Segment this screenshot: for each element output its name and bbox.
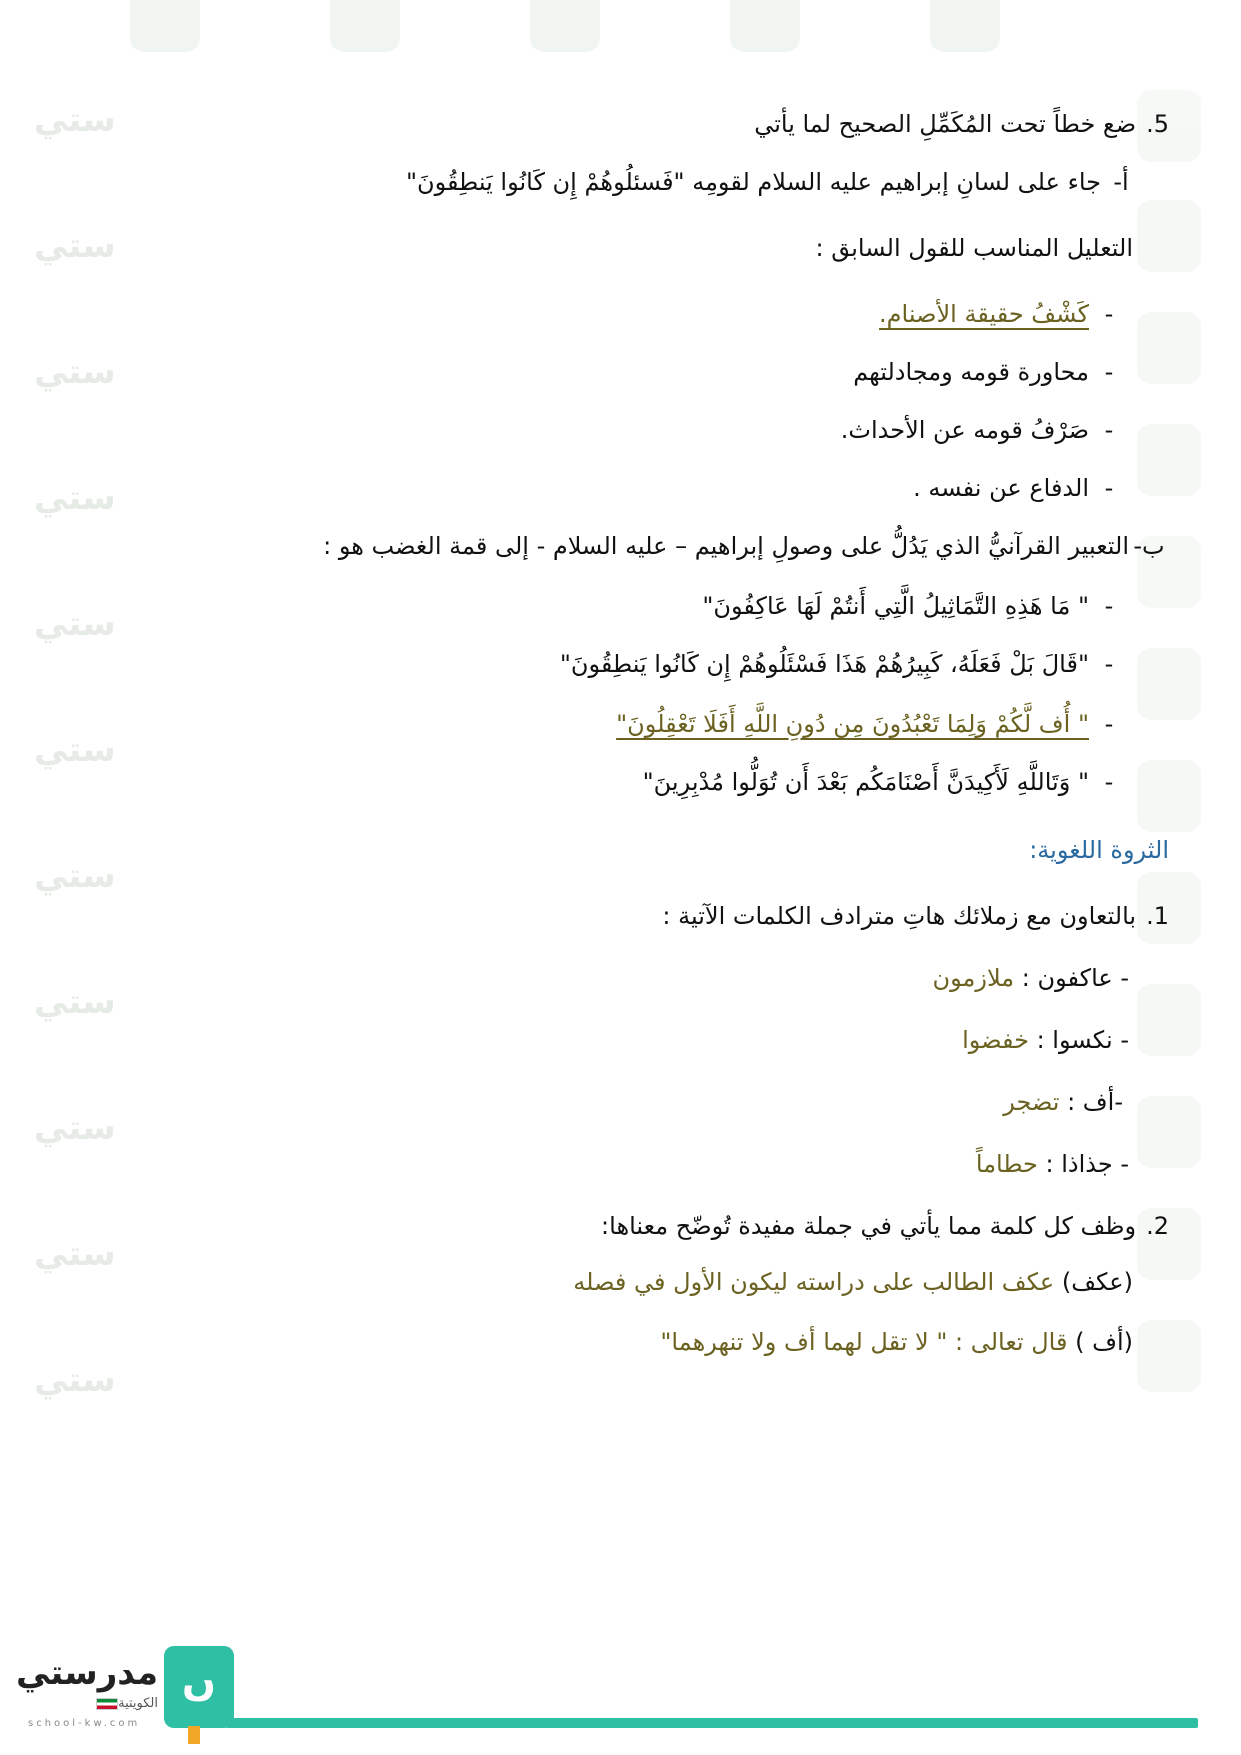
- option-dash: -: [1104, 650, 1114, 678]
- synonym-word: -أف :: [1067, 1088, 1123, 1116]
- option-dash: -: [1104, 710, 1114, 738]
- part-a-prompt: التعليل المناسب للقول السابق :: [815, 234, 1133, 262]
- watermark-left: ستي: [34, 352, 116, 392]
- option-text: صَرْفُ قومه عن الأحداث.: [840, 416, 1089, 444]
- watermark-left: ستي: [34, 1108, 116, 1148]
- question-text: بالتعاون مع زملائك هاتِ مترادف الكلمات الآتية :: [662, 902, 1137, 930]
- part-a-text: جاء على لسانِ إبراهيم عليه السلام لقومِه "فَسئلُوهُمْ إِن كَانُوا يَنطِقُونَ": [405, 168, 1101, 196]
- option: [841, 414, 1129, 446]
- option-text: " أُف لَّكُمْ وَلِمَا تَعْبُدُونَ مِن دُونِ اللَّهِ أَفَلَا تَعْقِلُونَ": [616, 710, 1089, 738]
- watermark-left: ستي: [34, 982, 116, 1022]
- watermark-left: ستي: [34, 478, 116, 518]
- option-dash: -: [1104, 300, 1114, 328]
- part-b-text: التعبير القرآنيُّ الذي يَدُلُّ على وصولِ إبراهيم – عليه السلام - إلى قمة الغضب هو :: [323, 532, 1129, 560]
- synonym-item: [976, 1148, 1129, 1180]
- option: [702, 590, 1129, 622]
- logo-badge-icon: ں: [164, 1646, 234, 1728]
- watermark-left: ستي: [34, 1234, 116, 1274]
- synonym-item: [962, 1024, 1129, 1056]
- watermark-left: ستي: [34, 1360, 116, 1400]
- option-dash: -: [1104, 358, 1114, 386]
- question-text: وظف كل كلمة مما يأتي في جملة مفيدة تُوضّح معناها:: [601, 1212, 1137, 1240]
- option-text: محاورة قومه ومجادلتهم: [853, 358, 1089, 386]
- sentence-word: (أف ): [1075, 1328, 1133, 1356]
- watermark-left: ستي: [34, 856, 116, 896]
- sentence-item: [573, 1266, 1133, 1298]
- logo-subtitle-text: الكويتية: [118, 1696, 158, 1711]
- option-correct: [616, 708, 1129, 740]
- footer-divider: [226, 1718, 1198, 1728]
- synonym-answer: تضجر: [1003, 1088, 1060, 1116]
- option: [643, 766, 1129, 798]
- part-b-stem: [323, 530, 1169, 562]
- synonym-word: - نكسوا :: [1036, 1026, 1129, 1054]
- logo-subtitle: [28, 1696, 158, 1711]
- option-correct: [879, 298, 1129, 330]
- watermark-left: ستي: [34, 604, 116, 644]
- vocab-question-2: [601, 1210, 1169, 1242]
- sentence-item: [660, 1326, 1133, 1358]
- option-dash: -: [1104, 416, 1114, 444]
- synonym-answer: خفضوا: [962, 1026, 1029, 1054]
- option-text: " وَتَاللَّهِ لَأَكِيدَنَّ أَصْنَامَكُم بَعْدَ أَن تُوَلُّوا مُدْبِرِينَ": [642, 768, 1089, 796]
- logo-url: school-kw.com: [28, 1718, 141, 1729]
- school-logo: [16, 1646, 217, 1742]
- sentence-word: (عكف): [1061, 1268, 1133, 1296]
- vocab-question-1: [662, 900, 1169, 932]
- synonym-answer: ملازمون: [932, 964, 1015, 992]
- kuwait-flag-icon: [96, 1698, 118, 1710]
- option: [560, 648, 1129, 680]
- question-5-title: [754, 108, 1169, 140]
- synonym-word: - جذاذا :: [1045, 1150, 1129, 1178]
- watermark-left: ستي: [34, 730, 116, 770]
- option-dash: -: [1104, 768, 1114, 796]
- question-number: 5.: [1146, 110, 1169, 138]
- watermark-left: ستي: [34, 226, 116, 266]
- synonym-item: [1003, 1086, 1123, 1118]
- part-a-stem: [406, 166, 1141, 198]
- option-text: كَشْفُ حقيقة الأصنام.: [879, 300, 1089, 328]
- synonym-item: [932, 962, 1129, 994]
- question-number: 2.: [1146, 1212, 1169, 1240]
- option: [853, 356, 1129, 388]
- sentence-answer: قال تعالى : " لا تقل لهما أف ولا تنهرهما": [660, 1328, 1068, 1356]
- option-dash: -: [1104, 592, 1114, 620]
- option-text: الدفاع عن نفسه .: [913, 474, 1089, 502]
- part-letter: أ-: [1113, 168, 1129, 196]
- option-text: " مَا هَذِهِ التَّمَاثِيلُ الَّتِي أَنتُمْ لَهَا عَاكِفُونَ": [702, 592, 1089, 620]
- question-text: ضع خطاً تحت المُكَمِّلِ الصحيح لما يأتي: [754, 110, 1137, 138]
- logo-name: مدرستي: [16, 1653, 158, 1693]
- option-text: "قَالَ بَلْ فَعَلَهُ، كَبِيرُهُمْ هَذَا فَسْئَلُوهُمْ إِن كَانُوا يَنطِقُونَ": [559, 650, 1089, 678]
- question-number: 1.: [1146, 902, 1169, 930]
- synonym-word: - عاكفون :: [1021, 964, 1129, 992]
- sentence-answer: عكف الطالب على دراسته ليكون الأول في فصله: [573, 1268, 1055, 1296]
- watermark-left: ستي: [34, 100, 116, 140]
- section-heading: الثروة اللغوية:: [1029, 836, 1169, 864]
- synonym-answer: حطاماً: [975, 1150, 1038, 1178]
- option-dash: -: [1104, 474, 1114, 502]
- part-letter: ب-: [1133, 532, 1165, 560]
- option: [913, 472, 1129, 504]
